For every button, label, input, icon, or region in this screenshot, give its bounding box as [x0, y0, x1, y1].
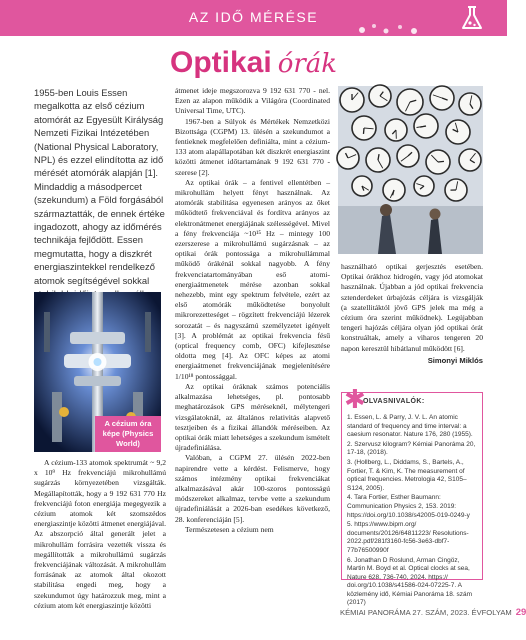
- wall-clock: [459, 93, 481, 115]
- wall-clock: [337, 147, 359, 169]
- article-column-3: [341, 262, 483, 366]
- wall-clock: [385, 119, 407, 141]
- page-footer: [340, 607, 526, 618]
- article-title: [170, 46, 337, 80]
- wall-clock: [459, 149, 481, 171]
- wall-clock: [366, 148, 390, 172]
- article-column-1: [34, 458, 166, 611]
- wall-clock: [397, 145, 419, 167]
- wall-clock: [340, 88, 364, 112]
- col2-paragraph: 1967-ben a Súlyok és Mértékek Nemzetközi Bizottsága (CGPM) 13. ülésén a szekundumot a fentieknek megfelelően definiálta, mint a cézium-133 atom alapállapotában két diszkrét energiaszint közötti átmenet időtartamának 9 192 631 770 - szerese [2].: [175, 116, 330, 177]
- article-title-script: órák: [277, 49, 338, 79]
- reference-item: 4. Tara Fortier, Esther Baumann: Communication Physics 2, 153. 2019: https://doi.org/10.1038/s42005-019-0249-y: [347, 494, 470, 519]
- col3-paragraph: használható optikai gerjesztés esetében. Optikai órákhoz hidrogén, vagy jód atomokat használnak. Újabban a jód optikai frekvencia sztenderdeket úrbajózás céljára is vizsgálják (a szatellitáktól jövő GPS jelek ma még a cézium óra szerint működnek). Legújabban tengeri hajózás céljára olyan jód optikai órát konstruáltak, amely a viharos tengeren 20 napon keresztül hibátlanul működött [6].: [341, 262, 483, 353]
- references-heading: OLVASNIVALÓK:: [363, 398, 425, 405]
- wall-clock: [430, 86, 454, 110]
- article-intro: 1955-ben Louis Essen megalkotta az első cézium atomórát az Egyesült Királyság Nemzeti Fizikai Intézetében (National Physical Laboratory, NPL) és ezzel elindította az idő mérését atomórák alapján [1]. Mindaddig a másodpercet (szekundum) a Föld forgásából származtatták, de ennek értéke ingadozott, ahogy az időmérés technikája fejlődött. Essen megmutatta, hogy a diszkrét energiaszintekkel rendelkező atomok segítségével sokkal: [34, 87, 165, 286]
- wall-clock: [369, 85, 391, 107]
- references-box: [341, 385, 483, 607]
- clocks-wall-illustration: [338, 86, 483, 254]
- reference-item: 5. https://www.bipm.org/ documents/20126/64811223/ Resolutions-2022.pdf/281f3160-fc56-3e63-dbf7-77b76500990f: [347, 521, 469, 554]
- page-number: 29: [515, 607, 526, 618]
- wall-clock: [446, 120, 470, 144]
- col2-paragraph: Természetesen a cézium nem: [185, 524, 274, 534]
- cesium-clock-photo: [34, 292, 161, 452]
- wall-clock: [352, 176, 372, 196]
- article-title-main: Optikai: [170, 46, 272, 79]
- wall-clock: [426, 150, 450, 174]
- header-band: [0, 0, 507, 36]
- header-dots-decoration: [356, 22, 426, 36]
- author-name: Simonyi Miklós: [427, 355, 483, 365]
- col2-paragraph: átmenet ideje megszorozva 9 192 631 770 - nel. Ezen az alapon működik a Világóra (Coordinated Universal Time, UTC).: [175, 86, 330, 116]
- clocks-wall-photo: [338, 86, 483, 254]
- asterisk-icon: ✱: [344, 385, 366, 415]
- wall-clock: [352, 116, 376, 140]
- photo1-caption: A cézium óra képe (Physics World): [95, 416, 161, 452]
- wall-clock: [397, 89, 423, 115]
- reference-item: 1. Essen, L. & Parry, J. V. L. An atomic standard of frequency and time interval: a caesium resonator. Nature 176, 280 (1955).: [347, 414, 473, 439]
- wall-clock: [414, 176, 434, 196]
- journal-issue: KÉMIAI PANORÁMA 27. SZÁM, 2023. ÉVFOLYAM: [340, 608, 512, 617]
- col2-paragraph: Valóban, a CGPM 27. ülésén 2022-ben napirendre vette a kérdést. Felismerve, hogy számos intézmény optikai frekvenciákat alkalmazásával akár 100-szoros pontosságú módszereket alkalmaz, tervbe vette a szekundum újradefiniálását a 2026-ban esedékes következő, 28. konferenciáján [5].: [175, 453, 330, 524]
- col2-paragraph: Az optikai órák – a fentivel ellentétben – mikrohullám helyett fényt használnak. Az atomórák stabilitása egyenesen arányos az őket működtető frekvenciával és fordítva arányos az elektronátmenet energiájának szélességével. Mivel a fény frekvenciája ~10¹⁵ Hz – mintegy 100 ezerszerese a mikrohullámú sugárzásnak – az optikai órák pontossága a mikrohullámmal működő órákénál sokkal nagyobb. A fény frekvenciatartományában eső atomi-energiaátmenetek mérése azonban sokkal nehezebb, mint egy spektrum felvétele, ezért az első atomórák működtetése bonyolult mikrorezetteséget – rögzített frekvenciájú lézerek sorozatát – és nagyszámú személyzetet igényelt [3]. A problémát az optikai frekvencia fésű (optical frequency comb, OFC) kifejlesztése oldotta meg [4]. Az OFC képes az atomi energiaátmenet frekvenciájának megjelenítésére 1/10¹⁸ pontossággal.: [175, 177, 330, 381]
- wall-clock: [414, 114, 438, 138]
- wall-clock: [383, 179, 405, 201]
- reference-item: 2. Szervusz kilogram? Kémiai Panoráma 20, 17-18, (2018).: [347, 440, 476, 457]
- references-list: [347, 414, 477, 608]
- col2-paragraph: Az optikai óráknak számos potenciális alkalmazása lehetséges, pl. pontosabb meghatározások GPS méréseknél, mélytengeri vizsgálatoknál, az általános relativitás alapvető tesztjeiben és a fizikai állandók méréseiben. Az optikai órák miatt lehetséges a szekundum ismételt újradefiniálása.: [175, 381, 330, 453]
- reference-item: 3. (Hollberg, L., Diddams, S., Bartels, A., Fortier, T. & Kim, K. The measurement of optical frequencies. Metrologia 42, S105– S124, 2005).: [347, 458, 467, 492]
- reference-item: 6. Jonathan D Roslund, Arman Cingöz, Martin M. Boyd et al. Optical clocks at sea, Nature 628, 736-740, 2024. https:// doi.org/10.1038/s41586-024-07225-7. A közlemény idő, Kémiai Panoráma 18. szám (2017): [347, 556, 473, 607]
- article-column-2: [175, 86, 330, 535]
- wall-clock: [445, 179, 467, 201]
- lab-flask-icon: [458, 4, 486, 32]
- section-title: AZ IDŐ MÉRÉSE: [188, 9, 319, 25]
- col1-paragraph: A cézium-133 atomok spektrumát ~ 9,2 x 10⁹ Hz frekvenciájú mikrohullámú sugárzás környezetében vizsgálták. Megállapították, hogy a 9 192 631 770 Hz frekvenciájú foton energiája megegyezik a cézium atomok két szomszédos energiaszintje közötti átmenet energiájával. Az abszorpció által generált jelet a mikrohullám forrásira vezették vissza és megállították a mikrohullámú sugárzás frekvenciájának változását. A mikrohullám forrásának az atomok által okozott stabilitása engedi meg, hogy a szekundumot úgy határozzuk meg, mint a cézium atom két energiaszintje közötti: [34, 458, 166, 610]
